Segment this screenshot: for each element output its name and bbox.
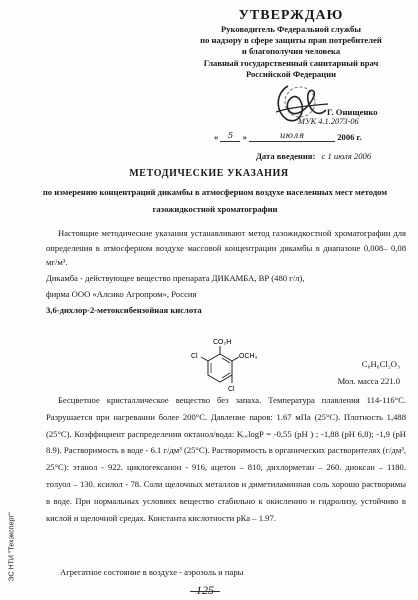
molecular-formula: C₈H₆Cl₂O₃ (361, 359, 400, 369)
approval-heading: УТВЕРЖДАЮ (238, 8, 344, 23)
aggregate-state-line: Агрегатное состояние в воздухе - аэрозоль и пары (60, 567, 244, 577)
approval-block (168, 8, 414, 80)
date-close-quote: » (242, 132, 247, 142)
carboxyl-label: CO₂H (213, 339, 232, 346)
document-number: МУК 4.1.2073-06 (298, 117, 359, 126)
intro-value: с 1 июля 2006 (321, 151, 372, 161)
date-month: июля (249, 131, 335, 142)
properties-paragraph: Бесцветное кристаллическое вещество без запаха. Температура плавления 114-116°С. Разрушается при нагревании более 200°С. Давление паров: 1.67 мПа (25°С). Плотность 1,488 (25°С). Коэффициент распределения октанол/вода: KₒᵥlogP = -0,55 (рН ) ; -1,88 (рН 6,8); -1,9 (рН 8.9). Растворимость в воде - 6.1 г/дм³ (25°С). Растворимость в органических растворителях (г/дм³, 25°С): этанол - 922. циклогексанон - 916, ацетон – 810, дихлорметан – 260. диоксан – 1180. толуол – 130. ксилол - 78. Соли щелочных металлов и диметиламинная соль хорошо растворимы в воде. При нормальных условиях вещество стабильно к окислению и гидролизу, устойчиво в кислой и щелочной средах. Константа кислотности рКа – 1.97. (46, 395, 406, 523)
chemical-name: 3,6-дихлор-2-метоксибензойная кислота (46, 305, 202, 315)
firm-line: фирма ООО «Алсико Агропром», Россия (46, 289, 197, 299)
document-subtitle: по измерению концентраций дикамбы в атмосферном воздухе населенных мест методом газожидкостной хроматографии (42, 187, 388, 214)
page-number: 125 (196, 583, 214, 597)
introduction-date (256, 151, 371, 161)
approval-date (214, 131, 362, 142)
intro-paragraph: Настоящие методические указания устанавливают метод газожидкостной хроматографии для определения в атмосферном воздухе массовой концентрации дикамбы в диапазоне 0,008– 0,08 мг/м³. (46, 228, 406, 267)
document-title: МЕТОДИЧЕСКИЕ УКАЗАНИЯ (129, 168, 289, 179)
structural-formula (186, 336, 266, 398)
margin-note (2, 478, 14, 598)
approval-line: Российской Федерации (245, 68, 337, 79)
substance-line: Дикамба - действующее вещество препарата ДИКАМБА, ВР (480 г/л), (46, 273, 305, 283)
margin-note-text: ЭС НТИ "Техэксперт" (8, 512, 16, 582)
chlorine-bottom-label: Cl (228, 386, 235, 393)
date-day: 5 (220, 131, 240, 142)
date-open-quote: « (214, 132, 219, 142)
approval-line: Главный государственный санитарный врач (203, 57, 379, 68)
date-year: 2006 г. (337, 132, 362, 142)
molecular-mass: Мол. масса 221.0 (337, 376, 400, 386)
intro-label: Дата введения: (256, 151, 316, 161)
approval-line: Руководитель Федеральной службы (220, 24, 361, 34)
chlorine-left-label: Cl (191, 353, 198, 360)
signatory-name: Г. Онищенко (327, 107, 378, 117)
approval-line: по надзору в сфере защиты прав потребителей (200, 35, 382, 46)
approval-line: и благополучия человека (241, 46, 341, 57)
methoxy-label: OCH₃ (239, 353, 258, 360)
